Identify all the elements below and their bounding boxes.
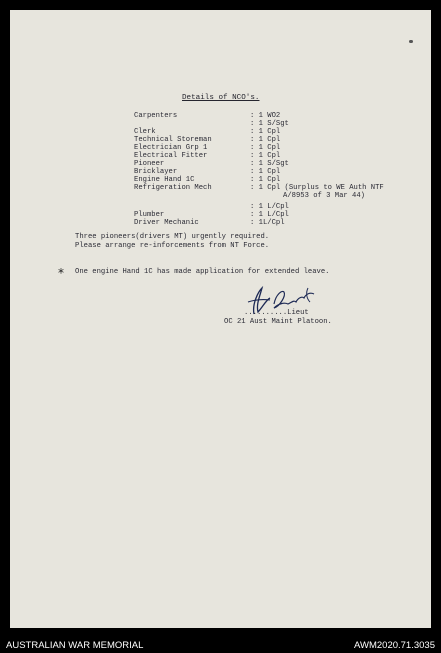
- role-value: : 1 L/Cpl: [250, 203, 289, 211]
- role-value: : 1 WO2: [250, 112, 281, 120]
- role-label: Pioneer: [134, 160, 165, 168]
- role-value: : 1 Cpl: [250, 176, 281, 184]
- role-label: Electrical Fitter: [134, 152, 208, 160]
- role-value: : 1 Cpl (Surplus to WE Auth NTF: [250, 184, 384, 192]
- document-page: [10, 10, 431, 628]
- document-title: Details of NCO's.: [182, 94, 260, 102]
- signoff-unit: OC 21 Aust Maint Platoon.: [224, 318, 332, 326]
- role-label: Bricklayer: [134, 168, 178, 176]
- paper-mark: [409, 40, 413, 43]
- role-label: Carpenters: [134, 112, 178, 120]
- role-label: Plumber: [134, 211, 165, 219]
- signoff-line: ..........Lieut: [244, 309, 309, 317]
- role-label: Refrigeration Mech: [134, 184, 212, 192]
- role-value: : 1 Cpl: [250, 168, 281, 176]
- paragraph-2: Please arrange re-inforcements from NT Force.: [75, 242, 270, 250]
- role-value: : 1 Cpl: [250, 144, 281, 152]
- role-value: : 1 Cpl: [250, 136, 281, 144]
- refrigeration-note: A/8953 of 3 Mar 44): [283, 192, 365, 200]
- footer-right-text: AWM2020.71.3035: [354, 640, 435, 651]
- role-value: : 1 Cpl: [250, 128, 281, 136]
- role-label: Electrician Grp 1: [134, 144, 208, 152]
- footer-bar: [0, 638, 441, 653]
- role-label: Clerk: [134, 128, 156, 136]
- leave-note: One engine Hand 1C has made application for extended leave.: [75, 268, 330, 276]
- role-value: : 1 L/Cpl: [250, 211, 289, 219]
- paragraph-1: Three pioneers(drivers MT) urgently required.: [75, 233, 270, 241]
- role-label: Technical Storeman: [134, 136, 212, 144]
- role-value: : 1L/Cpl: [250, 219, 285, 227]
- role-label: Driver Mechanic: [134, 219, 199, 227]
- role-value: : 1 S/Sgt: [250, 120, 289, 128]
- role-value: : 1 S/Sgt: [250, 160, 289, 168]
- role-value: : 1 Cpl: [250, 152, 281, 160]
- role-label: Engine Hand 1C: [134, 176, 195, 184]
- asterisk-mark: *: [58, 266, 64, 280]
- footer-left-text: AUSTRALIAN WAR MEMORIAL: [6, 640, 144, 651]
